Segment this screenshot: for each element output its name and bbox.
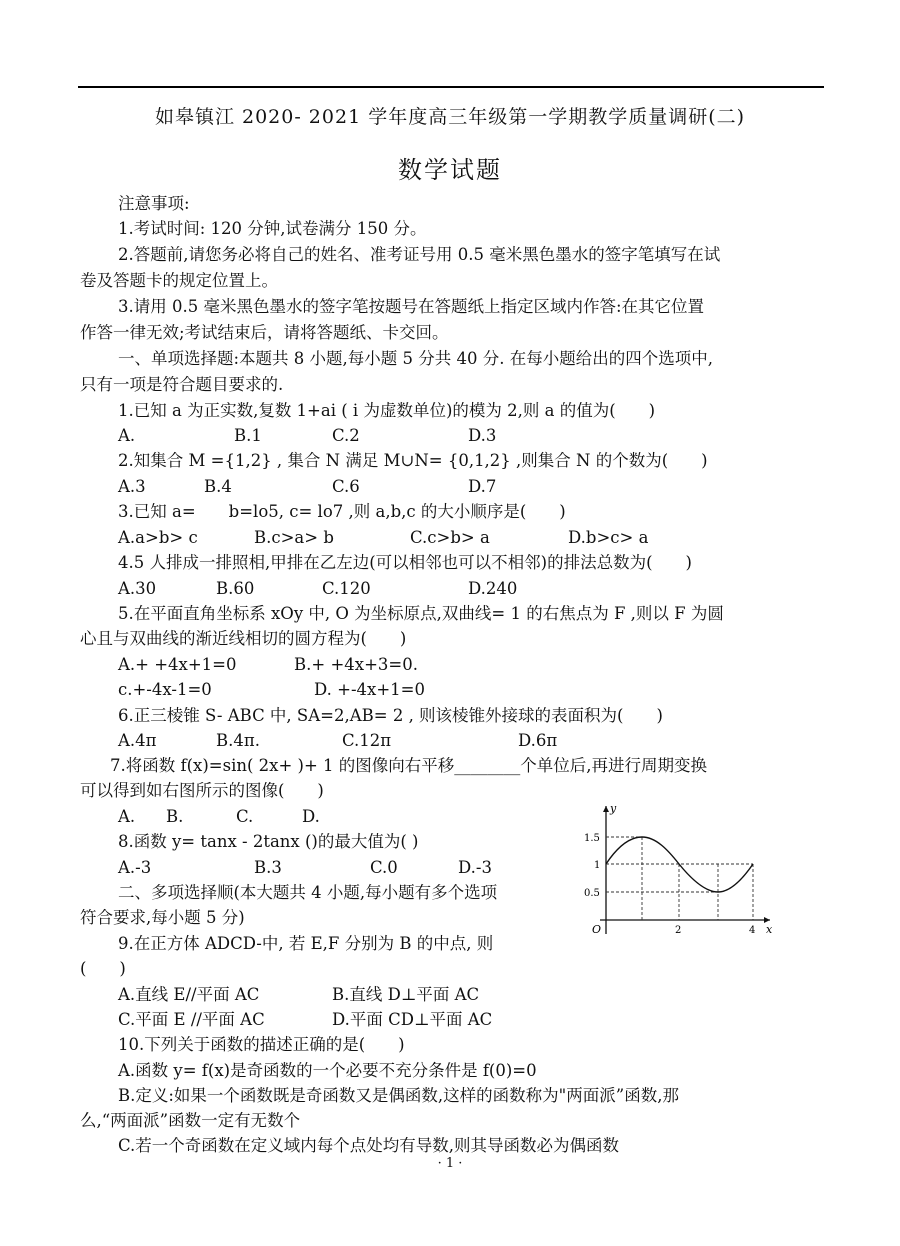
option-a: A.30 [118, 579, 157, 598]
option-b: B.1 [234, 426, 262, 445]
option-a: A. [118, 807, 136, 826]
section1-intro: 一、单项选择题:本题共 8 小题,每小题 5 分共 40 分. 在每小题给出的四个选项中, [118, 349, 713, 368]
option-c: C.12π [342, 731, 392, 750]
option-c: C.0 [370, 858, 398, 877]
option-d: D.-3 [458, 858, 492, 877]
option-a: A.直线 E//平面 AC [118, 985, 260, 1004]
notice-item: 卷及答题卡的规定位置上。 [80, 271, 278, 290]
section2-intro: 符合要求,每小题 5 分) [80, 908, 245, 927]
guide-lines [606, 837, 753, 920]
question-3: 3.已知 a= b=lo5, c= lo7 ,则 a,b,c 的大小顺序是( ) [118, 502, 566, 521]
notice-item: 3.请用 0.5 毫米黑色墨水的签字笔按题号在答题纸上指定区域内作答:在其它位置 [118, 297, 705, 316]
option-d: D.6π [518, 731, 558, 750]
option-c: C. [236, 807, 254, 826]
x-tick-label: 4 [749, 925, 756, 936]
option-c: c.+-4x-1=0 [118, 680, 212, 699]
notice-item: 2.答题前,请您务必将自己的姓名、准考证号用 0.5 毫米黑色墨水的签字笔填写在试 [118, 245, 721, 264]
option-c: C.平面 E //平面 AC [118, 1010, 265, 1029]
option-a: A.4π [118, 731, 157, 750]
option-b: B.4π. [216, 731, 260, 750]
option-b: B.3 [254, 858, 282, 877]
notice-item: 1.考试时间: 120 分钟,试卷满分 150 分。 [118, 219, 427, 238]
question-9: ( ) [80, 959, 126, 978]
function-graph-figure [578, 800, 778, 940]
option-a: A.3 [118, 477, 146, 496]
option-a: A.a>b> c [118, 528, 198, 547]
question-7: 7.将函数 f(x)=sin( 2x+ )+ 1 的图像向右平移________个单位后,再进行周期变换 [110, 756, 708, 775]
option-c: C.120 [322, 579, 371, 598]
question-10-option-b: B.定义:如果一个函数既是奇函数又是偶函数,这样的函数称为"两面派”函数,那 [118, 1086, 679, 1105]
y-tick-label: 1 [594, 860, 601, 871]
question-7: 可以得到如右图所示的图像( ) [80, 781, 324, 800]
option-b: B.直线 D⊥平面 AC [332, 985, 480, 1004]
notice-item: 作答一律无效;考试结束后，请将答题纸、卡交回。 [80, 323, 449, 342]
option-d: D. [302, 807, 320, 826]
x-tick-label: 2 [675, 925, 682, 936]
question-9: 9.在正方体 ADCD-中, 若 E,F 分别为 B 的中点, 则 [118, 934, 494, 953]
y-tick-label: 1.5 [584, 833, 600, 844]
option-d: D.3 [468, 426, 497, 445]
question-10: 10.下列关于函数的描述正确的是( ) [118, 1035, 405, 1054]
option-b: B.+ +4x+3=0. [294, 655, 418, 674]
question-10-option-a: A.函数 y= f(x)是奇函数的一个必要不充分条件是 f(0)=0 [118, 1061, 537, 1080]
option-b: B.c>a> b [254, 528, 334, 547]
option-c: C.2 [332, 426, 360, 445]
option-d: D.b>c> a [568, 528, 649, 547]
page-number: · 1 · [437, 1156, 463, 1171]
option-c: C.c>b> a [410, 528, 490, 547]
page-title: 数学试题 [398, 156, 502, 184]
question-2: 2.知集合 M ={1,2} , 集合 N 满足 M∪N= {0,1,2} ,则集合 N 的个数为( ) [118, 451, 708, 470]
y-tick-label: 0.5 [584, 888, 600, 899]
option-d: D.240 [468, 579, 518, 598]
option-b: B.4 [204, 477, 232, 496]
origin-label: O [592, 923, 602, 936]
question-6: 6.正三棱锥 S- ABC 中, SA=2,AB= 2 , 则该棱锥外接球的表面积为( ) [118, 706, 663, 725]
option-a: A. [118, 426, 136, 445]
section1-intro: 只有一项是符合题目要求的. [80, 375, 284, 394]
option-a: A.-3 [118, 858, 152, 877]
question-10-option-c: C.若一个奇函数在定义域内每个点处均有导数,则其导函数必为偶函数 [118, 1136, 620, 1155]
option-d: D.7 [468, 477, 497, 496]
section2-intro: 二、多项选择顺(本大题共 4 小题,每小题有多个选项 [118, 883, 498, 902]
y-axis-label: y [610, 802, 617, 815]
option-d: D.平面 CD⊥平面 AC [332, 1010, 493, 1029]
exam-header: 如皋镇江 2020- 2021 学年度高三年级第一学期教学质量调研(二) [154, 106, 746, 128]
notice-heading: 注意事项: [118, 194, 190, 213]
option-b: B.60 [216, 579, 255, 598]
question-1: 1.已知 a 为正实数,复数 1+ai ( i 为虚数单位)的模为 2,则 a 的值为( ) [118, 401, 656, 420]
question-5: 5.在平面直角坐标系 xOy 中, O 为坐标原点,双曲线= 1 的右焦点为 F ,则以 F 为圆 [118, 604, 724, 623]
question-5: 心且与双曲线的渐近线相切的圆方程为( ) [80, 629, 407, 648]
sine-curve [606, 837, 753, 892]
option-a: A.+ +4x+1=0 [118, 655, 237, 674]
option-c: C.6 [332, 477, 360, 496]
question-8: 8.函数 y= tanx - 2tanx ()的最大值为( ) [118, 832, 419, 851]
x-axis-label: x [766, 923, 773, 936]
option-b: B. [166, 807, 184, 826]
option-d: D. +-4x+1=0 [314, 680, 425, 699]
question-10-option-b: 么,“两面派”函数一定有无数个 [80, 1111, 301, 1130]
top-rule [78, 86, 824, 88]
question-4: 4.5 人排成一排照相,甲排在乙左边(可以相邻也可以不相邻)的排法总数为( ) [118, 553, 692, 572]
y-axis-arrow-icon [603, 806, 609, 812]
